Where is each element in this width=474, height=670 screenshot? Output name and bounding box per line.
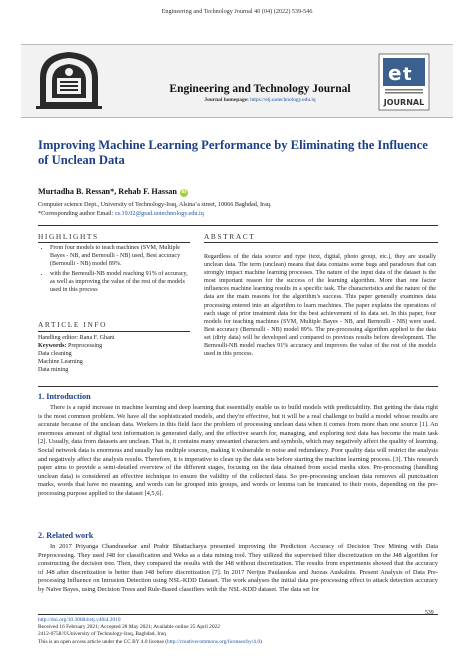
svg-text:e: e <box>388 61 402 85</box>
highlights-heading: HIGHLIGHTS <box>38 232 99 241</box>
highlight-item: • with the Bernoulli-NB model reaching 91% of accuracy, as well as improving the value of the rest of the models used in this process <box>50 270 190 294</box>
highlights-rule <box>38 242 190 243</box>
journal-logo-text: JOURNAL <box>383 98 425 107</box>
handling-editor: Handling editor: Rana F. Ghani <box>38 335 115 341</box>
license-link[interactable]: http://creativecommons.org/licenses/by/4.0 <box>167 638 261 645</box>
keyword: Data mining <box>38 367 69 373</box>
journal-logo <box>375 52 433 112</box>
license-text: This is an open access article under the CC BY 4.0 license <box>38 638 164 645</box>
orcid-icon[interactable]: iD <box>181 190 187 195</box>
keywords-label: Keywords: <box>38 343 67 349</box>
received-dates: Received 16 February 2021; Accepted 28 May 2021; Available online 25 April 2022 <box>38 624 220 631</box>
svg-text:t: t <box>403 64 412 85</box>
issn: 2412-0758/©University of Technology-Iraq, Baghdad, Iraq <box>38 631 166 638</box>
corresponding-author <box>38 209 271 218</box>
highlight-item: • From four models to teach machines (SVM, Multiple Bayes - NB, and Bernoulli - NB) used, Best accuracy (Bernoulli - NB) model 89%. <box>50 244 190 268</box>
footer-rule <box>38 614 438 615</box>
section-text: There is a rapid increase in machine learning and deep learning that essentially enable us to build models with predictability. But getting the data right is the most common problem. We have all the sophisticated models, and they're effective, but it will be a real challenge to build a model whose results are accurate because of the unclean data. Workers in this field face the problem of processing unclean data when it comes from more than one source [1]. An enormous amount of digital text information is generated daily, and the effective search for, managing, and exploring text data has become the main task [2]. Usually, data from datasets are unclean. That is, it contains many unwanted characters and symbols, which may negatively affect the quality of learning. Social network data is enormous and usually has multiple sources, making it vulnerable to noise and redundancy. Poor quality data will restrict the analysis and negatively affect the analysis results. Therefore, it is imperative to clean up the data sets before starting the machine learning process. [3]. This research paper aims to provide a semi-detailed overview of the different stages, focusing on the data obtained from social media sites. Pre-processing (handling unclean data) is considered an effective technique to ensure the validity of the collected data. So pre-processing unclean data removes all punctuation marks, words that have no meaning, and words can be grouped into groups, and words or lemma can be truncated to their roots, depending on the pre-processing purpose applied to the dataset [4,5,6]. <box>38 404 438 497</box>
doi-link[interactable]: http://doi.org/10.30684/etj.v40i4.2010 <box>38 617 121 623</box>
highlights-list <box>42 244 190 296</box>
author-names: Murtadha B. Ressan*, Rehab F. Hassan <box>38 187 177 196</box>
homepage-link[interactable]: https://etj.uotechnology.edu.iq <box>250 97 316 103</box>
abstract-rule <box>204 242 438 243</box>
article-info-heading: ARTICLE INFO <box>38 320 108 329</box>
divider-top <box>38 225 438 226</box>
abstract-heading: ABSTRACT <box>204 232 256 241</box>
article-info-box <box>38 334 190 382</box>
running-header: Engineering and Technology Journal 40 (04) (2022) 539-546 <box>161 8 313 15</box>
section-title: 1. Introduction <box>38 392 91 401</box>
divider-bottom <box>38 386 438 387</box>
section-text: In 2017 Priyanga Chandrasekar and Prabir Bhattacharya presented improving the Prediction Accuracy of Decision Tree Mining with Data Preprocessing. They used J48 for classification and Weka as a data mining tool. They utilized the supervised filter discretization on the J48 algorithm for constructing the decision tree. Then, they compared the results with the J48 without discretization. The results from experiments showed that the accuracy of J48 after discretization is better than J48 before discretization [7]. In 2017 Nerijus Paulauskas and Juozas Auskalnis. Present Analysis of Data Pre-processing Influence on Intrusion Detection using NSL-KDD Dataset. The work analyses the initial data pre-processing effect to attack detection accuracy by Naïve Bayes, using Decision Trees and Rule-Based classifiers with the NSL-KDD dataset. The data set for <box>38 543 438 593</box>
paper-title: Improving Machine Learning Performance by Eliminating the Influence of Unclean Data <box>38 138 428 167</box>
license: This is an open access article under the CC BY 4.0 license (http://creativecommons.org/licenses/by/4.0) <box>38 638 262 645</box>
footer <box>38 617 262 646</box>
journal-title: Engineering and Technology Journal <box>169 83 351 95</box>
affiliation: Computer science Dept., University of Technology-Iraq, Alsina’a street, 10066 Baghdad, Iraq. <box>38 201 272 208</box>
keyword: Preprocessing <box>67 343 103 349</box>
keyword: Machine Learning <box>38 359 83 365</box>
keyword: Data cleaning <box>38 351 72 357</box>
abstract-text: Regardless of the data source and type (text, digital, photo group, etc.), they are usually unclean data. The term (unclean) means that data contains some bugs and paradoxes that can strongly impact machine learning processes. The nature of the input data of the dataset is the most important reason for the success of the learning algorithm. More than one factor influences machine learning results in a specific task. The characteristics and the nature of the data are the main reasons for the algorithm’s success. This paper generally examines data processing entered into an algorithm to learn machines. The paper explains the operations of each stage of prior treatment data for the best achievement of its data set. In this paper, four models for teaching machines (SVM, Multiple Bayes - NB, and Bernoulli - NB) were used. Best accuracy (Bernoulli - NB) model 89%. The pre-processing algorithm applied to the data set (dirty data) will be developed and compared to previous results before development. The Bernoulli-NB model reaches 91% accuracy and improves the value of the rest of the models used in this process. <box>204 254 436 358</box>
authors <box>38 187 188 197</box>
corresponding-email[interactable]: cs.19.02@grad.uotechnology.edu.iq <box>114 210 204 217</box>
corresponding-label: *Corresponding author Email: <box>38 210 114 217</box>
homepage-label: Journal homepage: <box>204 97 249 103</box>
university-logo <box>30 48 108 112</box>
section-title: 2. Related work <box>38 531 94 540</box>
article-info-rule <box>38 331 190 332</box>
keywords <box>38 342 190 350</box>
page-number: 539 <box>425 610 434 616</box>
affiliation-block <box>38 200 271 218</box>
journal-homepage <box>160 97 360 103</box>
